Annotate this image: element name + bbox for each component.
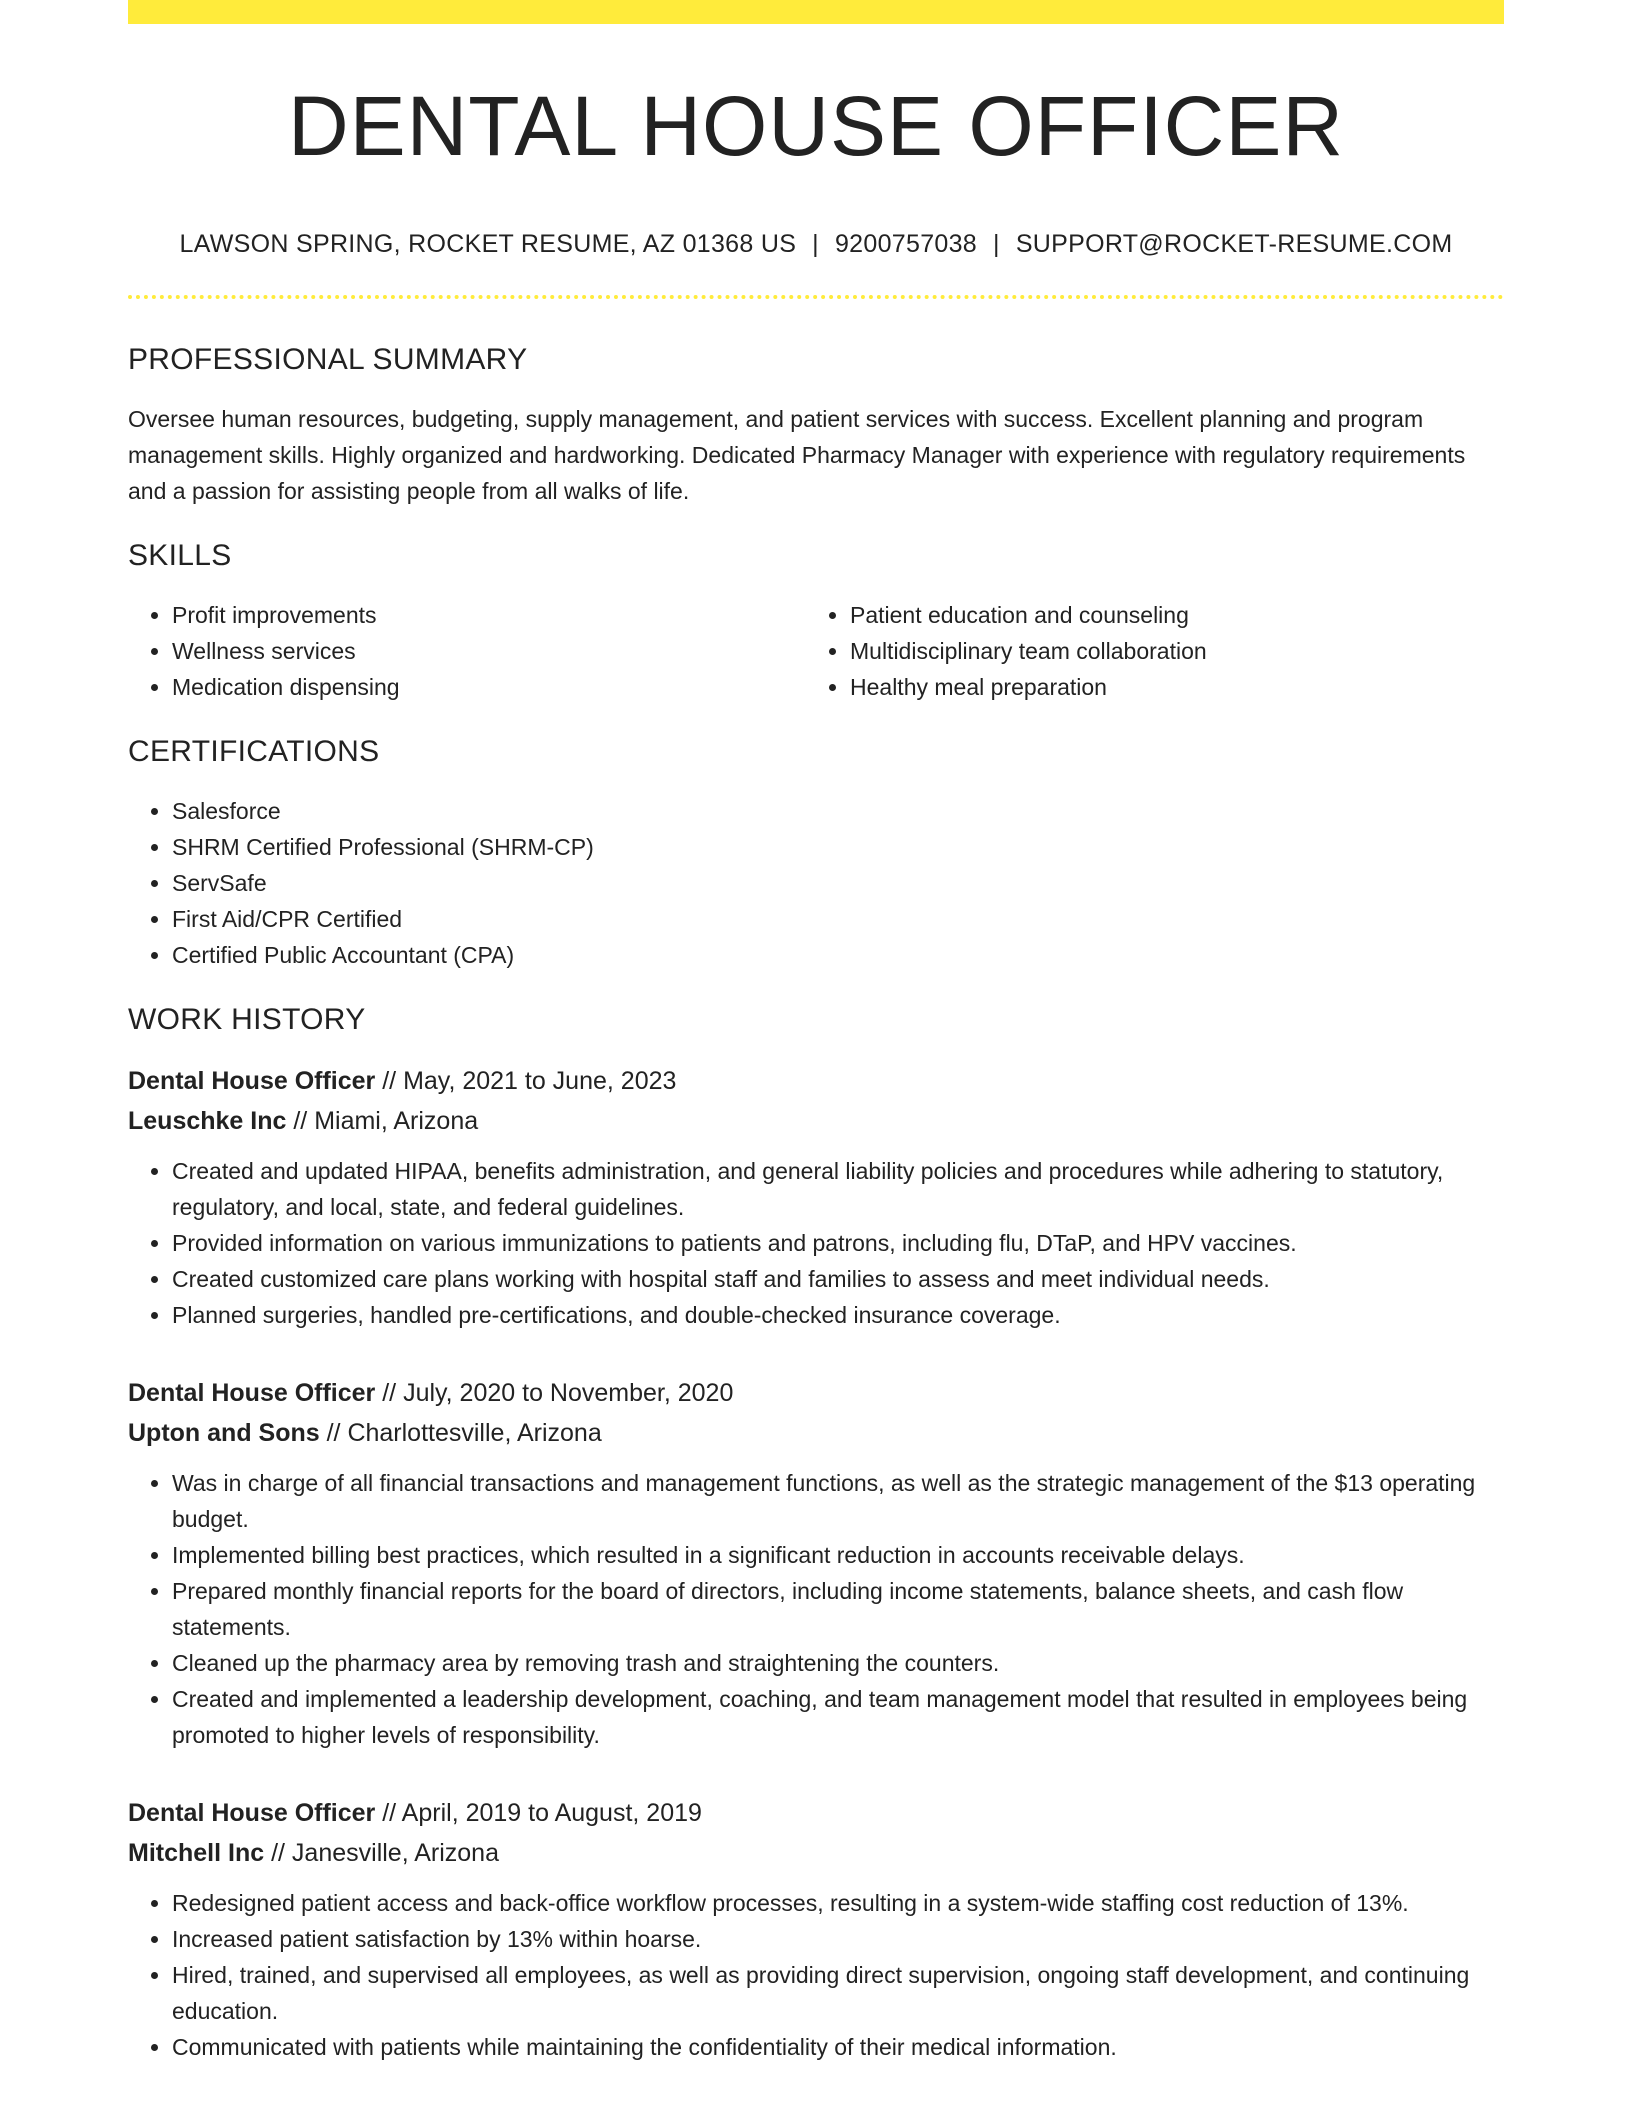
work-history-heading: WORK HISTORY (128, 1003, 366, 1036)
skill-item: • Profit improvements (172, 597, 806, 633)
contact-email: SUPPORT@ROCKET-RESUME.COM (1015, 230, 1453, 258)
job-role: Dental House Officer (128, 1799, 376, 1827)
job-location: // Janesville, Arizona (264, 1839, 499, 1867)
job-bullet: • Created and updated HIPAA, benefits administration, and general liability policies and procedures while adhering to statutory, regulatory, and local, state, and federal guidelines. (172, 1153, 1504, 1225)
job-role-line (128, 1373, 1504, 1413)
skill-item: • Wellness services (172, 633, 806, 669)
job-bullet: • Cleaned up the pharmacy area by removing trash and straightening the counters. (172, 1645, 1504, 1681)
contact-separator: | (812, 230, 819, 258)
certifications-heading: CERTIFICATIONS (128, 735, 380, 768)
summary-heading: PROFESSIONAL SUMMARY (128, 343, 528, 376)
skills-right-list (806, 597, 1484, 705)
job-company: Mitchell Inc (128, 1839, 265, 1867)
job-company-line (128, 1833, 1504, 1873)
certification-item: • Certified Public Accountant (CPA) (172, 937, 1504, 973)
contact-address: LAWSON SPRING, ROCKET RESUME, AZ 01368 US (179, 230, 797, 258)
job-bullet: • Communicated with patients while maintaining the confidentiality of their medical information. (172, 2029, 1504, 2065)
job-bullet: • Planned surgeries, handled pre-certifications, and double-checked insurance coverage. (172, 1297, 1504, 1333)
job-entry (128, 1373, 1504, 1753)
skill-item: • Multidisciplinary team collaboration (850, 633, 1484, 669)
job-bullet: • Created and implemented a leadership development, coaching, and team management model that resulted in employees being promoted to higher levels of responsibility. (172, 1681, 1504, 1753)
resume-name: DENTAL HOUSE OFFICER (287, 79, 1345, 173)
skill-item: • Healthy meal preparation (850, 669, 1484, 705)
job-bullet: • Created customized care plans working with hospital staff and families to assess and meet individual needs. (172, 1261, 1504, 1297)
accent-top-bar (128, 0, 1504, 24)
job-dates: // July, 2020 to November, 2020 (375, 1379, 734, 1407)
job-role-line (128, 1061, 1504, 1101)
contact-separator: | (993, 230, 1000, 258)
skills-heading: SKILLS (128, 539, 232, 572)
job-bullet: • Prepared monthly financial reports for the board of directors, including income statements, balance sheets, and cash flow statements. (172, 1573, 1504, 1645)
contact-phone: 9200757038 (834, 230, 978, 258)
job-bullet: • Increased patient satisfaction by 13% within hoarse. (172, 1921, 1504, 1957)
skill-item: • Patient education and counseling (850, 597, 1484, 633)
certification-item: • First Aid/CPR Certified (172, 901, 1504, 937)
job-role: Dental House Officer (128, 1379, 376, 1407)
job-company: Upton and Sons (128, 1419, 320, 1447)
job-bullets (128, 1153, 1504, 1333)
job-company-line (128, 1413, 1504, 1453)
job-bullet: • Redesigned patient access and back-office workflow processes, resulting in a system-wide staffing cost reduction of 13%. (172, 1885, 1504, 1921)
job-location: // Miami, Arizona (286, 1107, 479, 1135)
job-role-line (128, 1793, 1504, 1833)
job-bullet: • Was in charge of all financial transactions and management functions, as well as the strategic management of the $13 operating budget. (172, 1465, 1504, 1537)
contact-line (128, 230, 1504, 259)
job-bullet: • Hired, trained, and supervised all employees, as well as providing direct supervision, ongoing staff development, and continuing education. (172, 1957, 1504, 2029)
job-dates: // May, 2021 to June, 2023 (375, 1067, 677, 1095)
certification-item: • Salesforce (172, 793, 1504, 829)
dotted-divider (128, 295, 1504, 299)
job-company-line (128, 1101, 1504, 1141)
resume-page (128, 0, 1504, 2065)
job-bullets (128, 1885, 1504, 2065)
certification-item: • SHRM Certified Professional (SHRM-CP) (172, 829, 1504, 865)
certifications-list (128, 793, 1504, 973)
skill-item: • Medication dispensing (172, 669, 806, 705)
job-company: Leuschke Inc (128, 1107, 287, 1135)
job-entry (128, 1793, 1504, 2065)
job-bullet: • Implemented billing best practices, which resulted in a significant reduction in accounts receivable delays. (172, 1537, 1504, 1573)
job-location: // Charlottesville, Arizona (319, 1419, 602, 1447)
summary-text: Oversee human resources, budgeting, supply management, and patient services with success. Excellent planning and program management skills. Highly organized and hardworking. Dedicated Pharmacy Manager with experience with regulatory requirements and a passion for assisting people from all walks of life. (128, 406, 1466, 504)
job-bullet: • Provided information on various immunizations to patients and patrons, including flu, DTaP, and HPV vaccines. (172, 1225, 1504, 1261)
skills-columns (128, 597, 1504, 705)
certification-item: • ServSafe (172, 865, 1504, 901)
job-entry (128, 1061, 1504, 1333)
job-role: Dental House Officer (128, 1067, 376, 1095)
job-dates: // April, 2019 to August, 2019 (375, 1799, 702, 1827)
job-bullets (128, 1465, 1504, 1753)
skills-left-list (128, 597, 806, 705)
